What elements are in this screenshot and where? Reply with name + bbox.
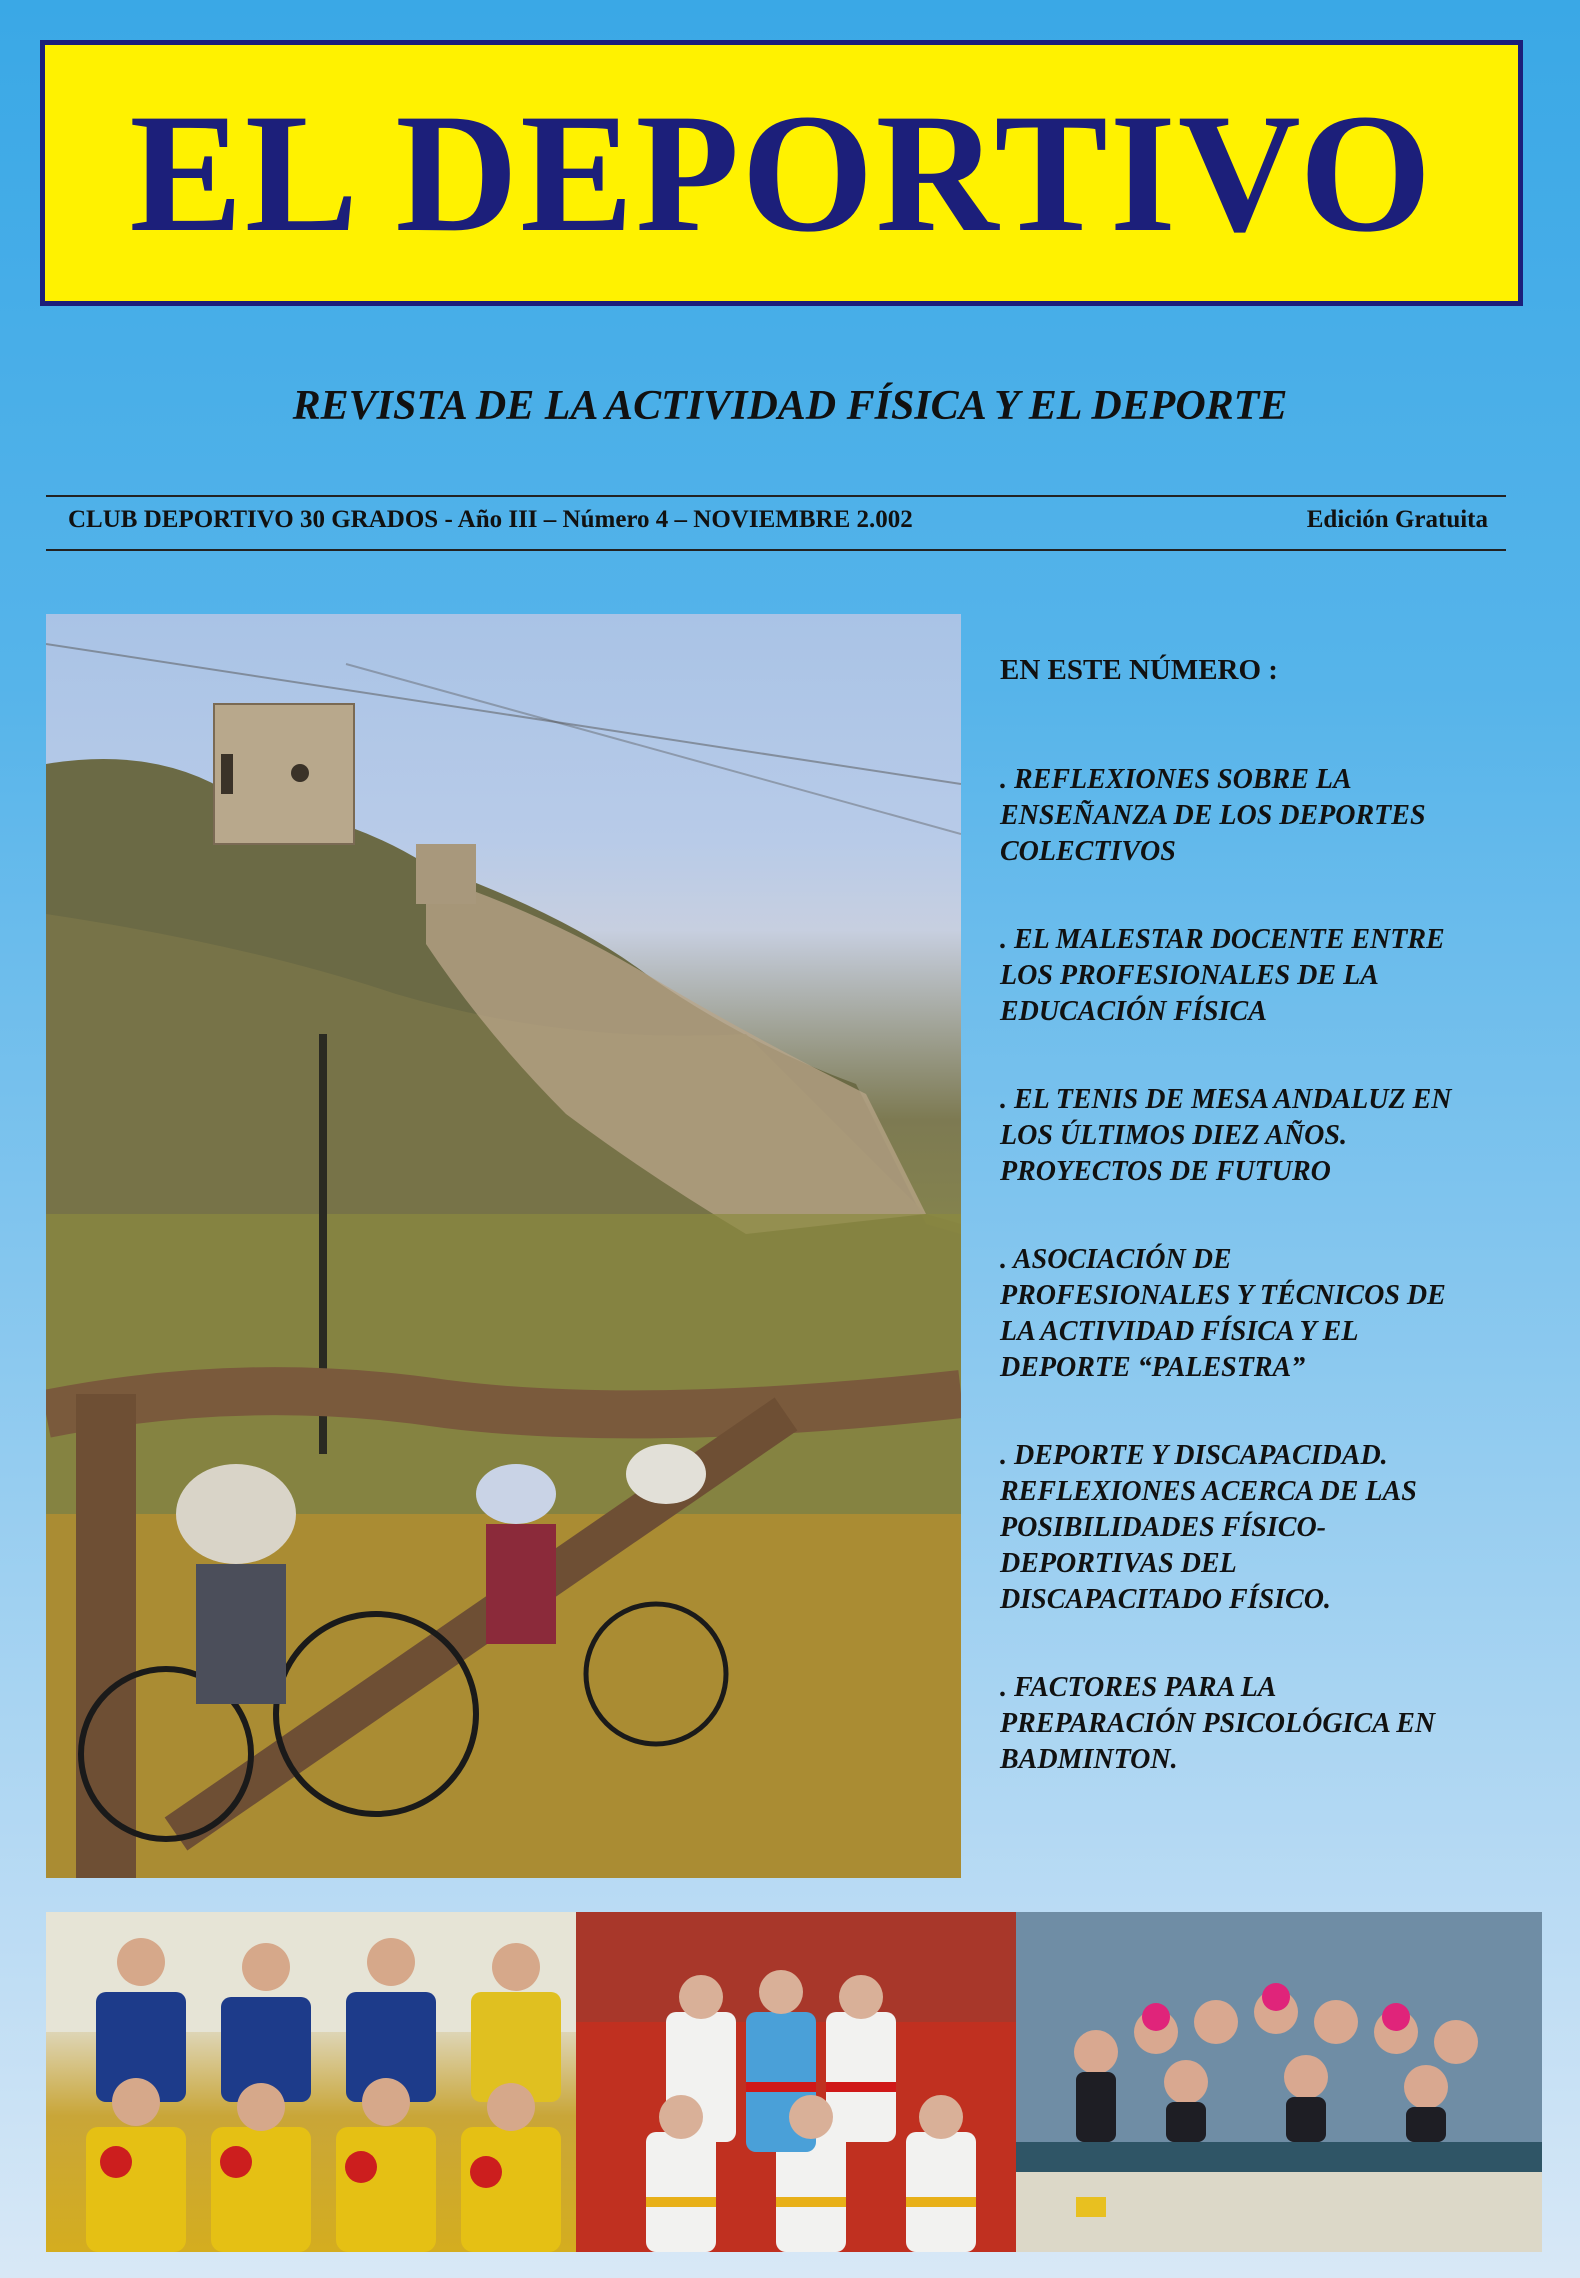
contents-item: . FACTORES PARA LA PREPARACIÓN PSICOLÓGICA EN BADMINTON. [1000, 1672, 1436, 1775]
contents-heading: EN ESTE NÚMERO : [1000, 654, 1278, 686]
team-photo-illustration [46, 1912, 576, 2252]
contents-item: . REFLEXIONES SOBRE LA ENSEÑANZA DE LOS DEPORTES COLECTIVOS [1000, 764, 1426, 867]
swimming-group-photo [1016, 1912, 1542, 2252]
contents-item: . ASOCIACIÓN DE PROFESIONALES Y TÉCNICOS DE LA ACTIVIDAD FÍSICA Y EL DEPORTE “PALESTRA” [1000, 1244, 1446, 1383]
free-edition-label: Edición Gratuita [1306, 506, 1488, 533]
judo-kids-photo [576, 1912, 1016, 2252]
cover-photo-castle-cyclists [46, 614, 961, 1878]
swimming-photo-illustration [1016, 1912, 1542, 2252]
contents-list [1000, 762, 1540, 1830]
divider-top [46, 495, 1506, 497]
masthead [40, 40, 1523, 306]
cover-photo-illustration [46, 614, 961, 1878]
issue-info: CLUB DEPORTIVO 30 GRADOS - Año III – Número 4 – NOVIEMBRE 2.002 [68, 506, 913, 533]
contents-item: . EL TENIS DE MESA ANDALUZ EN LOS ÚLTIMOS DIEZ AÑOS. PROYECTOS DE FUTURO [1000, 1084, 1452, 1187]
contents-item: . DEPORTE Y DISCAPACIDAD. REFLEXIONES ACERCA DE LAS POSIBILIDADES FÍSICO- DEPORTIVAS DEL DISCAPACITADO FÍSICO. [1000, 1440, 1417, 1615]
magazine-subtitle: REVISTA DE LA ACTIVIDAD FÍSICA Y EL DEPORTE [292, 383, 1288, 429]
judo-photo-illustration [576, 1912, 1016, 2252]
table-tennis-team-photo [46, 1912, 576, 2252]
divider-bottom [46, 549, 1506, 551]
magazine-title: EL DEPORTIVO [129, 79, 1434, 267]
contents-item: . EL MALESTAR DOCENTE ENTRE LOS PROFESIONALES DE LA EDUCACIÓN FÍSICA [1000, 924, 1445, 1027]
